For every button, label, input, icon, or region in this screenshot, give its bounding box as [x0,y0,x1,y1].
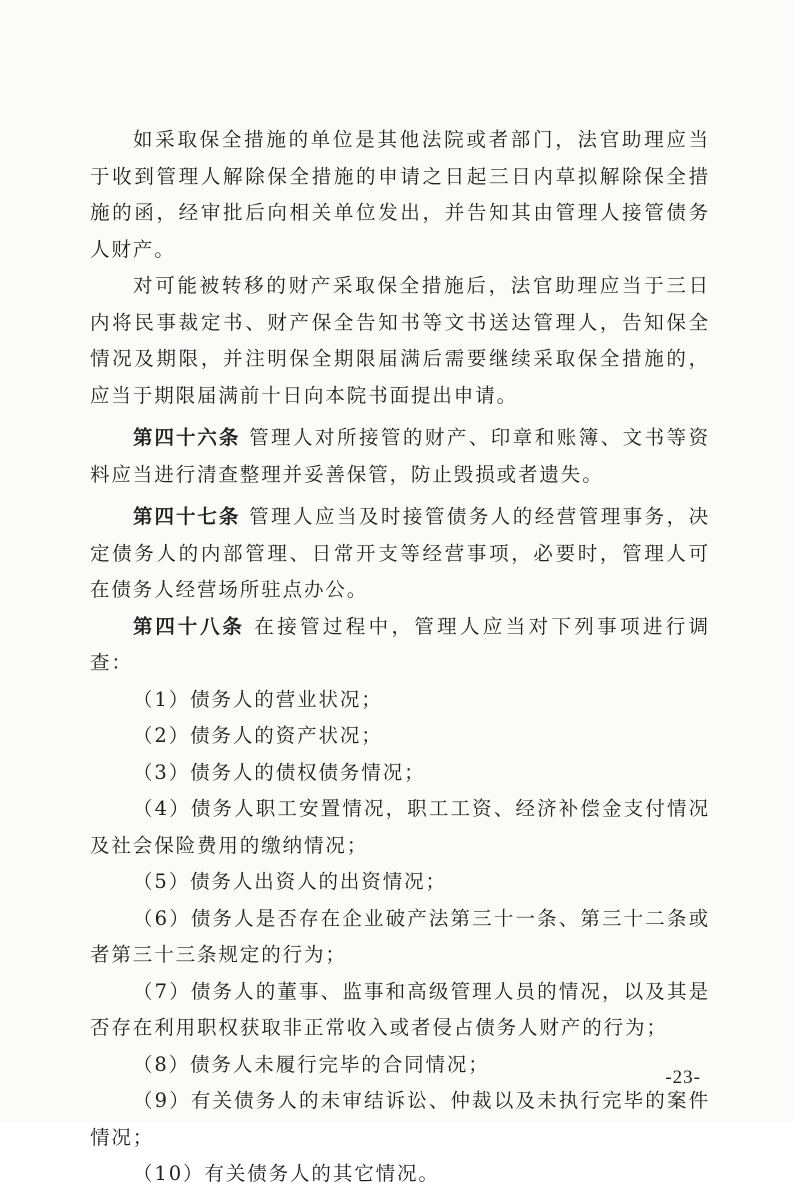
paragraph-preservation-transfer [90,268,710,414]
paragraph-preservation-other-court [90,122,710,268]
list-item: （4）债务人职工安置情况，职工工资、经济补偿金支付情况及社会保险费用的缴纳情况； [90,797,710,857]
list-item: （10）有关债务人的其它情况。 [133,1162,440,1185]
article-47 [90,499,710,609]
page-number: -23- [665,1067,701,1088]
article-text: 在接管过程中，管理人应当对下列事项进行调查： [90,614,710,674]
article-text: 管理人对所接管的财产、印章和账簿、文书等资料应当进行清查整理并妥善保管，防止毁损或者遗失。 [90,426,710,486]
document-body [90,122,710,1193]
article-48 [90,609,710,682]
list-item: （3）债务人的债权债务情况； [133,760,426,784]
list-item: （6）债务人是否存在企业破产法第三十一条、第三十二条或者第三十三条规定的行为； [90,906,710,966]
list-item: （7）债务人的董事、监事和高级管理人员的情况，以及其是否存在利用职权获取非正常收入或者侵占债务人财产的行为； [90,979,710,1039]
list-item: （1）债务人的营业状况； [133,687,383,711]
paragraph-text: 对可能被转移的财产采取保全措施后，法官助理应当于三日内将民事裁定书、财产保全告知书等文书送达管理人，告知保全情况及期限，并注明保全期限届满后需要继续采取保全措施的，应当于期限届满前十日向本院书面提出申请。 [90,274,710,407]
list-item: （9）有关债务人的未审结诉讼、仲裁以及未执行完毕的案件情况； [90,1089,710,1149]
paragraph-text: 如采取保全措施的单位是其他法院或者部门，法官助理应当于收到管理人解除保全措施的申请之日起三日内草拟解除保全措施的函，经审批后向相关单位发出，并告知其由管理人接管债务人财产。 [90,128,710,261]
article-heading: 第四十七条 [133,505,241,528]
article-heading: 第四十八条 [133,614,245,638]
list-item: （5）债务人出资人的出资情况； [133,870,447,893]
list-item: （8）债务人未履行完毕的合同情况； [133,1052,490,1076]
article-heading: 第四十六条 [133,426,241,449]
article-text: 管理人应当及时接管债务人的经营管理事务，决定债务人的内部管理、日常开支等经营事项，必要时，管理人可在债务人经营场所驻点办公。 [90,505,710,601]
article-46 [90,420,710,493]
list-item: （2）债务人的资产状况； [133,724,383,747]
